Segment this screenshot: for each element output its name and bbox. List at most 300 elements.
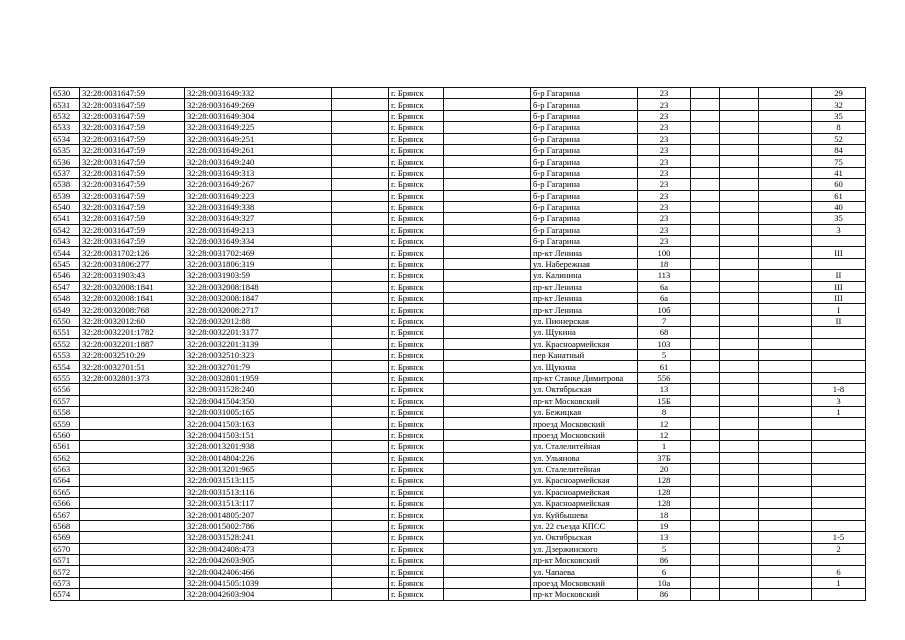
cell-record-number: 6533 <box>51 122 80 133</box>
table-row <box>51 577 866 588</box>
cell-empty <box>720 395 759 406</box>
cell-empty <box>720 281 759 292</box>
cell-empty <box>332 304 389 315</box>
cell-empty <box>759 247 812 258</box>
cell-empty <box>332 258 389 269</box>
cell-empty <box>720 144 759 155</box>
cell-street: ул. Красноармейская <box>531 486 638 497</box>
cell-city: г. Брянск <box>389 315 444 326</box>
cell-empty <box>332 281 389 292</box>
cell-cadastral-number: 32:28:0032008:1847 <box>185 293 332 304</box>
cell-empty <box>691 384 720 395</box>
cell-cadastral-number: 32:28:0031649:261 <box>185 144 332 155</box>
cell-cadastral-number: 32:28:0042603:904 <box>185 589 332 600</box>
cell-city: г. Брянск <box>389 509 444 520</box>
cell-record-number: 6552 <box>51 338 80 349</box>
cell-empty <box>332 190 389 201</box>
table-row <box>51 179 866 190</box>
cell-empty <box>444 281 531 292</box>
cell-record-number: 6550 <box>51 315 80 326</box>
cell-house: 23 <box>638 88 691 99</box>
cell-parent-cadastral <box>80 384 185 395</box>
cell-city: г. Брянск <box>389 463 444 474</box>
cell-record-number: 6568 <box>51 520 80 531</box>
cell-record-number: 6546 <box>51 270 80 281</box>
cell-apartment: 6 <box>812 566 866 577</box>
cell-empty <box>691 498 720 509</box>
cell-empty <box>759 555 812 566</box>
cell-empty <box>332 532 389 543</box>
cell-parent-cadastral <box>80 509 185 520</box>
cell-empty <box>720 384 759 395</box>
cell-empty <box>720 236 759 247</box>
cell-cadastral-number: 32:28:0031649:334 <box>185 236 332 247</box>
cell-record-number: 6538 <box>51 179 80 190</box>
cell-empty <box>691 236 720 247</box>
cell-empty <box>691 589 720 600</box>
cell-house: 5 <box>638 543 691 554</box>
cell-house: 23 <box>638 99 691 110</box>
cell-street: ул. Куйбышева <box>531 509 638 520</box>
cell-city: г. Брянск <box>389 224 444 235</box>
table-row <box>51 349 866 360</box>
cell-empty <box>691 258 720 269</box>
cell-empty <box>759 441 812 452</box>
cell-cadastral-number: 32:28:0042603:905 <box>185 555 332 566</box>
cell-street: ул. Щукина <box>531 361 638 372</box>
cell-apartment <box>812 236 866 247</box>
table-row <box>51 452 866 463</box>
cell-street: ул. Сталелитейная <box>531 463 638 474</box>
cell-empty <box>720 190 759 201</box>
cell-city: г. Брянск <box>389 577 444 588</box>
cell-street: проезд Московский <box>531 418 638 429</box>
cell-empty <box>720 498 759 509</box>
cell-empty <box>720 577 759 588</box>
table-row <box>51 236 866 247</box>
cell-apartment: 32 <box>812 99 866 110</box>
cell-apartment <box>812 258 866 269</box>
table-row <box>51 566 866 577</box>
cell-apartment: 52 <box>812 133 866 144</box>
cell-empty <box>759 156 812 167</box>
cell-apartment <box>812 589 866 600</box>
cell-empty <box>759 543 812 554</box>
cell-street: б-р Гагарина <box>531 133 638 144</box>
cell-house: 13 <box>638 384 691 395</box>
cell-parent-cadastral: 32:28:0032008:1841 <box>80 293 185 304</box>
cell-cadastral-number: 32:28:0013201:938 <box>185 441 332 452</box>
cell-empty <box>720 520 759 531</box>
cell-empty <box>691 293 720 304</box>
cell-empty <box>691 543 720 554</box>
cell-house: 100 <box>638 247 691 258</box>
cell-empty <box>444 520 531 531</box>
cell-empty <box>720 179 759 190</box>
cell-record-number: 6563 <box>51 463 80 474</box>
cell-empty <box>444 555 531 566</box>
cell-parent-cadastral: 32:28:0031647:59 <box>80 156 185 167</box>
cell-record-number: 6542 <box>51 224 80 235</box>
cell-empty <box>759 498 812 509</box>
cell-empty <box>691 213 720 224</box>
cell-parent-cadastral: 32:28:0032201:1782 <box>80 327 185 338</box>
cell-empty <box>444 532 531 543</box>
cell-empty <box>759 532 812 543</box>
cell-record-number: 6555 <box>51 372 80 383</box>
cell-empty <box>332 110 389 121</box>
cell-empty <box>691 349 720 360</box>
cell-house: 5 <box>638 349 691 360</box>
cell-empty <box>691 555 720 566</box>
cell-empty <box>759 452 812 463</box>
cell-empty <box>332 429 389 440</box>
cell-empty <box>332 99 389 110</box>
cell-city: г. Брянск <box>389 190 444 201</box>
cell-house: 23 <box>638 190 691 201</box>
cell-city: г. Брянск <box>389 258 444 269</box>
cell-street: б-р Гагарина <box>531 110 638 121</box>
cell-empty <box>759 338 812 349</box>
table-row <box>51 498 866 509</box>
cell-apartment: 1-8 <box>812 384 866 395</box>
cell-empty <box>332 270 389 281</box>
cell-empty <box>691 270 720 281</box>
cell-cadastral-number: 32:28:0041503:163 <box>185 418 332 429</box>
cell-empty <box>691 144 720 155</box>
cell-house: 19 <box>638 520 691 531</box>
cell-city: г. Брянск <box>389 304 444 315</box>
cell-empty <box>720 418 759 429</box>
cell-empty <box>332 349 389 360</box>
table-row <box>51 213 866 224</box>
cell-city: г. Брянск <box>389 486 444 497</box>
cell-empty <box>720 475 759 486</box>
cell-parent-cadastral <box>80 429 185 440</box>
cell-apartment: 3 <box>812 224 866 235</box>
cell-cadastral-number: 32:28:0041504:350 <box>185 395 332 406</box>
cell-empty <box>332 144 389 155</box>
cell-house: 18 <box>638 258 691 269</box>
table-row <box>51 418 866 429</box>
cell-empty <box>691 179 720 190</box>
cell-empty <box>691 201 720 212</box>
cell-empty <box>332 361 389 372</box>
cell-city: г. Брянск <box>389 520 444 531</box>
cell-empty <box>720 293 759 304</box>
cell-empty <box>720 463 759 474</box>
cell-parent-cadastral: 32:28:0031647:59 <box>80 99 185 110</box>
cell-empty <box>332 406 389 417</box>
cell-empty <box>691 395 720 406</box>
cell-city: г. Брянск <box>389 236 444 247</box>
cell-cadastral-number: 32:28:0032012:88 <box>185 315 332 326</box>
cell-city: г. Брянск <box>389 293 444 304</box>
cell-empty <box>444 475 531 486</box>
cell-cadastral-number: 32:28:0031005:165 <box>185 406 332 417</box>
cell-parent-cadastral: 32:28:0031647:59 <box>80 179 185 190</box>
cell-empty <box>444 349 531 360</box>
cell-empty <box>691 406 720 417</box>
cell-city: г. Брянск <box>389 555 444 566</box>
cell-empty <box>720 429 759 440</box>
cell-empty <box>332 498 389 509</box>
cell-apartment: 3 <box>812 395 866 406</box>
cell-empty <box>444 327 531 338</box>
table-row <box>51 99 866 110</box>
table-row <box>51 110 866 121</box>
cell-parent-cadastral: 32:28:0031647:59 <box>80 110 185 121</box>
cell-record-number: 6573 <box>51 577 80 588</box>
cell-house: 113 <box>638 270 691 281</box>
cell-parent-cadastral: 32:28:0031647:59 <box>80 236 185 247</box>
cell-empty <box>444 293 531 304</box>
cell-parent-cadastral: 32:28:0031647:59 <box>80 88 185 99</box>
cell-empty <box>444 589 531 600</box>
cell-empty <box>720 486 759 497</box>
cell-empty <box>759 406 812 417</box>
cell-record-number: 6547 <box>51 281 80 292</box>
cell-city: г. Брянск <box>389 589 444 600</box>
cell-house: 128 <box>638 486 691 497</box>
cell-record-number: 6566 <box>51 498 80 509</box>
cell-empty <box>720 406 759 417</box>
cell-parent-cadastral <box>80 520 185 531</box>
cell-house: 1 <box>638 441 691 452</box>
cell-cadastral-number: 32:28:0032008:1848 <box>185 281 332 292</box>
cell-street: ул. Ульянова <box>531 452 638 463</box>
cell-record-number: 6565 <box>51 486 80 497</box>
cell-empty <box>720 110 759 121</box>
cell-empty <box>444 361 531 372</box>
cell-city: г. Брянск <box>389 475 444 486</box>
table-row <box>51 486 866 497</box>
cell-house: 23 <box>638 133 691 144</box>
table-row <box>51 270 866 281</box>
cell-parent-cadastral <box>80 418 185 429</box>
cell-house: 23 <box>638 213 691 224</box>
cell-empty <box>720 122 759 133</box>
cell-empty <box>759 122 812 133</box>
cell-empty <box>691 577 720 588</box>
cell-house: 23 <box>638 236 691 247</box>
cell-empty <box>332 520 389 531</box>
cell-record-number: 6570 <box>51 543 80 554</box>
cell-empty <box>759 190 812 201</box>
cell-city: г. Брянск <box>389 543 444 554</box>
cell-apartment: II <box>812 315 866 326</box>
cell-cadastral-number: 32:28:0032801:1959 <box>185 372 332 383</box>
cell-apartment <box>812 555 866 566</box>
cell-empty <box>691 372 720 383</box>
cell-street: ул. Красноармейская <box>531 475 638 486</box>
cell-empty <box>720 361 759 372</box>
cell-house: 61 <box>638 361 691 372</box>
cell-house: 128 <box>638 475 691 486</box>
cell-cadastral-number: 32:28:0031528:241 <box>185 532 332 543</box>
cell-street: пр-кт Ленина <box>531 293 638 304</box>
cell-street: б-р Гагарина <box>531 156 638 167</box>
cell-street: б-р Гагарина <box>531 167 638 178</box>
cell-street: ул. Октябрьская <box>531 532 638 543</box>
cell-street: б-р Гагарина <box>531 99 638 110</box>
cell-house: 13 <box>638 532 691 543</box>
cell-parent-cadastral: 32:28:0031647:59 <box>80 190 185 201</box>
cell-empty <box>720 270 759 281</box>
cell-parent-cadastral <box>80 406 185 417</box>
table-row <box>51 122 866 133</box>
cell-apartment <box>812 338 866 349</box>
cell-house: 10б <box>638 304 691 315</box>
cell-apartment <box>812 486 866 497</box>
cell-city: г. Брянск <box>389 327 444 338</box>
cell-record-number: 6549 <box>51 304 80 315</box>
cell-street: ул. Щукина <box>531 327 638 338</box>
cell-cadastral-number: 32:28:0042408:473 <box>185 543 332 554</box>
cell-city: г. Брянск <box>389 498 444 509</box>
table-row <box>51 247 866 258</box>
cell-record-number: 6554 <box>51 361 80 372</box>
cell-parent-cadastral <box>80 486 185 497</box>
cell-city: г. Брянск <box>389 384 444 395</box>
table-row <box>51 281 866 292</box>
cell-empty <box>691 418 720 429</box>
cell-record-number: 6553 <box>51 349 80 360</box>
cell-parent-cadastral <box>80 543 185 554</box>
cell-empty <box>444 463 531 474</box>
cell-empty <box>444 486 531 497</box>
cell-empty <box>691 99 720 110</box>
cell-record-number: 6535 <box>51 144 80 155</box>
cell-record-number: 6574 <box>51 589 80 600</box>
cell-parent-cadastral: 32:28:0032510:29 <box>80 349 185 360</box>
cell-empty <box>759 520 812 531</box>
cell-empty <box>444 270 531 281</box>
cell-record-number: 6539 <box>51 190 80 201</box>
table-row <box>51 361 866 372</box>
table-row <box>51 144 866 155</box>
cell-house: 18 <box>638 509 691 520</box>
cell-city: г. Брянск <box>389 99 444 110</box>
cell-parent-cadastral: 32:28:0031647:59 <box>80 224 185 235</box>
cell-parent-cadastral: 32:28:0031647:59 <box>80 201 185 212</box>
cell-empty <box>332 589 389 600</box>
cell-empty <box>332 384 389 395</box>
cell-parent-cadastral: 32:28:0031806:277 <box>80 258 185 269</box>
cell-street: ул. Красноармейская <box>531 338 638 349</box>
cell-empty <box>444 452 531 463</box>
cell-record-number: 6543 <box>51 236 80 247</box>
cell-empty <box>691 361 720 372</box>
cell-parent-cadastral: 32:28:0032201:1887 <box>80 338 185 349</box>
cell-empty <box>332 338 389 349</box>
table-row <box>51 304 866 315</box>
cell-parent-cadastral <box>80 555 185 566</box>
cell-empty <box>720 213 759 224</box>
cell-empty <box>759 133 812 144</box>
cell-street: пер Канатный <box>531 349 638 360</box>
cell-empty <box>759 236 812 247</box>
cell-empty <box>444 395 531 406</box>
cell-apartment: 1-5 <box>812 532 866 543</box>
cell-empty <box>759 201 812 212</box>
cell-empty <box>759 486 812 497</box>
cell-house: 23 <box>638 224 691 235</box>
cell-house: 8 <box>638 406 691 417</box>
cell-cadastral-number: 32:28:0031649:338 <box>185 201 332 212</box>
cell-city: г. Брянск <box>389 201 444 212</box>
cell-cadastral-number: 32:28:0013201:965 <box>185 463 332 474</box>
cell-street: проезд Московский <box>531 577 638 588</box>
cell-apartment: III <box>812 247 866 258</box>
table-row <box>51 190 866 201</box>
cell-house: 6а <box>638 293 691 304</box>
cell-parent-cadastral <box>80 498 185 509</box>
cell-record-number: 6557 <box>51 395 80 406</box>
cell-empty <box>691 429 720 440</box>
cell-parent-cadastral: 32:28:0031647:59 <box>80 133 185 144</box>
cell-house: 20 <box>638 463 691 474</box>
cell-empty <box>759 418 812 429</box>
cell-cadastral-number: 32:28:0015002:786 <box>185 520 332 531</box>
cell-city: г. Брянск <box>389 179 444 190</box>
cell-apartment: 8 <box>812 122 866 133</box>
cell-empty <box>332 224 389 235</box>
cell-empty <box>444 258 531 269</box>
cell-city: г. Брянск <box>389 532 444 543</box>
table-row <box>51 441 866 452</box>
cell-empty <box>444 201 531 212</box>
cell-cadastral-number: 32:28:0032201:3139 <box>185 338 332 349</box>
cell-empty <box>332 327 389 338</box>
cell-empty <box>444 213 531 224</box>
cell-record-number: 6536 <box>51 156 80 167</box>
cell-apartment: 29 <box>812 88 866 99</box>
cell-record-number: 6532 <box>51 110 80 121</box>
cell-city: г. Брянск <box>389 418 444 429</box>
cell-apartment <box>812 509 866 520</box>
cell-empty <box>759 281 812 292</box>
cell-parent-cadastral <box>80 441 185 452</box>
table-row <box>51 406 866 417</box>
cell-apartment <box>812 429 866 440</box>
cell-record-number: 6558 <box>51 406 80 417</box>
cell-street: б-р Гагарина <box>531 88 638 99</box>
cell-city: г. Брянск <box>389 110 444 121</box>
cell-apartment: 35 <box>812 213 866 224</box>
cell-street: пр-кт Московский <box>531 555 638 566</box>
cell-empty <box>332 577 389 588</box>
cell-parent-cadastral <box>80 577 185 588</box>
cell-empty <box>691 532 720 543</box>
cell-cadastral-number: 32:28:0014804:226 <box>185 452 332 463</box>
cell-empty <box>720 452 759 463</box>
cell-city: г. Брянск <box>389 247 444 258</box>
cell-empty <box>759 509 812 520</box>
cell-cadastral-number: 32:28:0031649:225 <box>185 122 332 133</box>
cell-empty <box>759 258 812 269</box>
cell-cadastral-number: 32:28:0031649:269 <box>185 99 332 110</box>
cell-empty <box>691 566 720 577</box>
cell-parent-cadastral: 32:28:0031647:59 <box>80 213 185 224</box>
cell-city: г. Брянск <box>389 88 444 99</box>
cell-house: 10a <box>638 577 691 588</box>
cell-empty <box>691 281 720 292</box>
cell-apartment <box>812 463 866 474</box>
cell-empty <box>332 201 389 212</box>
table-row <box>51 224 866 235</box>
table-row <box>51 520 866 531</box>
